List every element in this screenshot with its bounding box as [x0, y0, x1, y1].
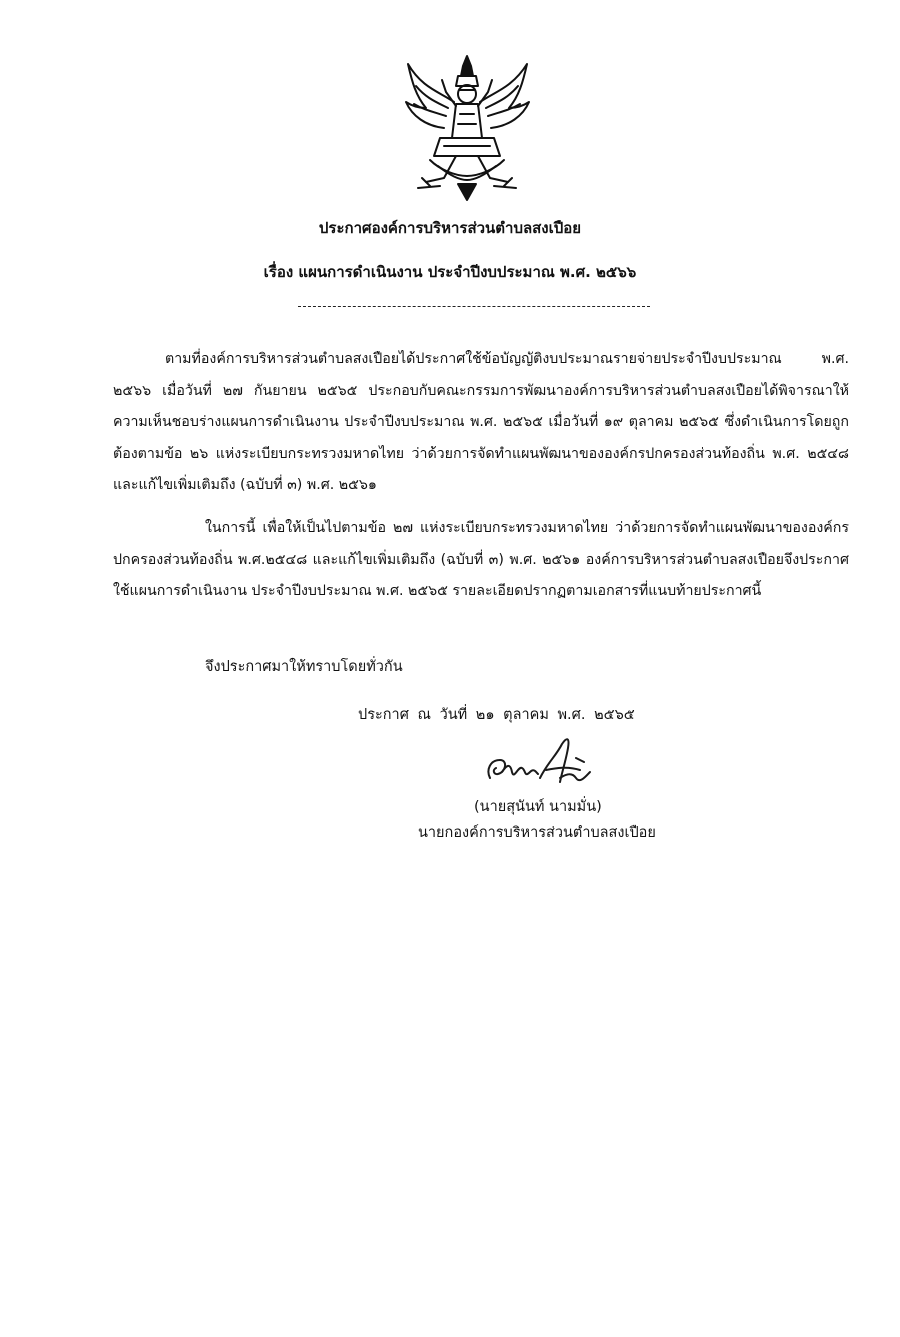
document-title: ประกาศองค์การบริหารส่วนตำบลสงเปือย [318, 219, 582, 237]
document-subject: เรื่อง แผนการดำเนินงาน ประจำปีงบประมาณ พ.ศ. ๒๕๖๖ [263, 263, 637, 281]
closing-line: จึงประกาศมาให้ทราบโดยทั่วกัน [205, 659, 403, 675]
handwritten-signature-icon [476, 726, 596, 796]
signer-title: นายกองค์การบริหารส่วนตำบลสงเปือย [418, 825, 656, 841]
garuda-emblem-icon [400, 52, 535, 204]
body-paragraph-1: ตามที่องค์การบริหารส่วนตำบลสงเปือยได้ประกาศใช้ข้อบัญญัติงบประมาณรายจ่ายประจำปีงบประมาณ พ.ศ. ๒๕๖๖ เมื่อวันที่ ๒๗ กันยายน ๒๕๖๕ ประกอบกับคณะกรรมการพัฒนาองค์การบริหารส่วนตำบลสงเปือยได้พิจารณาให้ความเห็นชอบร่างแผนการดำเนินงาน ประจำปีงบประมาณ พ.ศ. ๒๕๖๕ เมื่อวันที่ ๑๙ ตุลาคม ๒๕๖๕ ซึ่งดำเนินการโดยถูกต้องตามข้อ ๒๖ แห่งระเบียบกระทรวงมหาดไทย ว่าด้วยการจัดทำแผนพัฒนาขององค์กรปกครองส่วนท้องถิ่น พ.ศ. ๒๕๔๘ และแก้ไขเพิ่มเติมถึง (ฉบับที่ ๓) พ.ศ. ๒๕๖๑ [113, 351, 849, 493]
signer-name: (นายสุนันท์ นามมั่น) [474, 799, 602, 815]
divider [298, 306, 650, 307]
announcement-date: ประกาศ ณ วันที่ ๒๑ ตุลาคม พ.ศ. ๒๕๖๕ [358, 707, 635, 723]
body-paragraph-2: ในการนี้ เพื่อให้เป็นไปตามข้อ ๒๗ แห่งระเบียบกระทรวงมหาดไทย ว่าด้วยการจัดทำแผนพัฒนาขององค์กรปกครองส่วนท้องถิ่น พ.ศ.๒๕๔๘ และแก้ไขเพิ่มเติมถึง (ฉบับที่ ๓) พ.ศ. ๒๕๖๑ องค์การบริหารส่วนตำบลสงเปือยจึงประกาศใช้แผนการดำเนินงาน ประจำปีงบประมาณ พ.ศ. ๒๕๖๕ รายละเอียดปรากฏตามเอกสารที่แนบท้ายประกาศนี้ [113, 520, 849, 599]
